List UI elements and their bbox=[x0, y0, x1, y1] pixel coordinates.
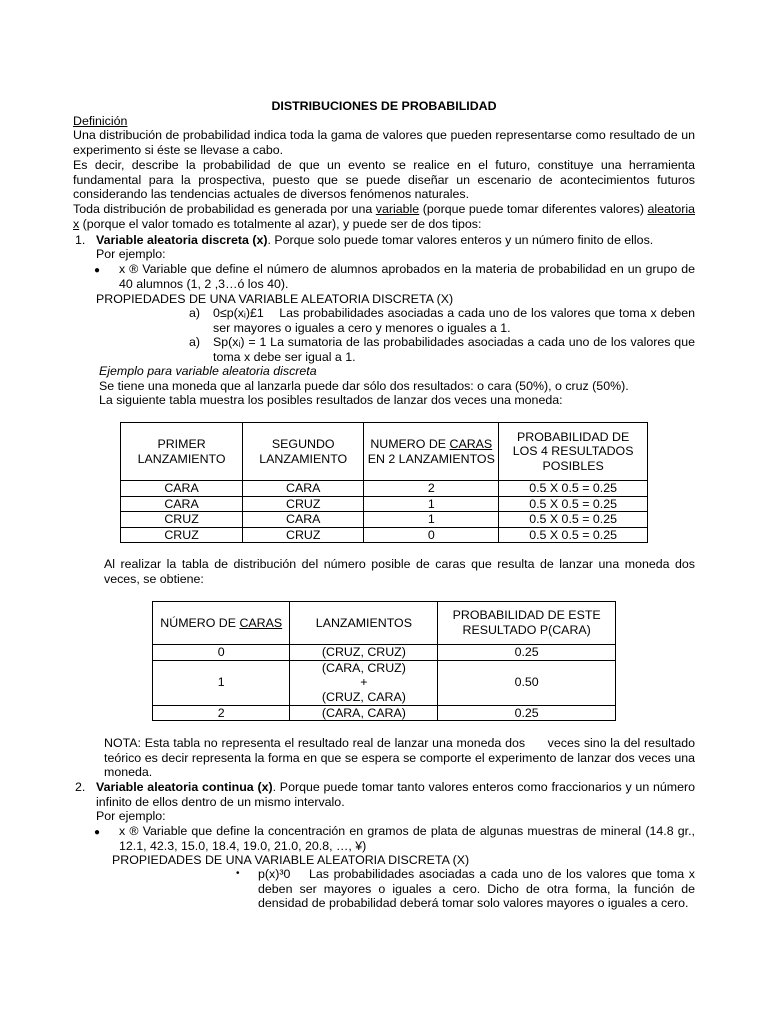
continuous-prop-text: p(x)³0 Las probabilidades asociadas a cada uno de los valores que toma x deben ser mayores o iguales a cero. Dicho de otra forma, la función de densidad de probabilidad deberá tomar solo valores mayores o iguales a cero. bbox=[258, 867, 695, 911]
distribution-table bbox=[152, 601, 616, 721]
table-header-cell: NUMERO DE CARAS EN 2 LANZAMIENTOS bbox=[364, 423, 499, 481]
note-text: NOTA: Esta tabla no representa el resultado real de lanzar una moneda dos veces sino la del resultado teórico es decir representa la forma en que se espera se comporte el experimento de lanzar dos veces una moneda. bbox=[104, 736, 699, 780]
table-row bbox=[121, 496, 648, 512]
table-row bbox=[121, 527, 648, 543]
table-header-row bbox=[153, 602, 616, 645]
table-cell: 1 bbox=[153, 660, 290, 705]
table-cell: (CARA, CARA) bbox=[290, 705, 438, 721]
item1-bullet-text: x ® Variable que define el número de alumnos aprobados en la materia de probabilidad en un grupo de 40 alumnos (1, 2 ,3…ó los 40). bbox=[119, 262, 695, 291]
item1-props-heading: PROPIEDADES DE UNA VARIABLE ALEATORIA DISCRETA (X) bbox=[96, 292, 454, 306]
table-header-cell: NÚMERO DE CARAS bbox=[153, 602, 290, 645]
prop-b-text: Sp(xᵢ) = 1 La sumatoria de las probabilidades asociadas a cada uno de los valores que toma x debe ser igual a 1. bbox=[213, 335, 695, 364]
table-cell: 2 bbox=[153, 705, 290, 721]
table-cell: CRUZ bbox=[121, 527, 243, 543]
intro-paragraph-3: Toda distribución de probabilidad es generada por una variable (porque puede tomar diferentes valores) aleatoria x (porque el valor tomado es totalmente al azar), y puede ser de dos tipos: bbox=[73, 202, 695, 231]
coin-text: Se tiene una moneda que al lanzarla puede dar sólo dos resultados: o cara (50%), o cruz (50%). bbox=[99, 379, 629, 393]
table-header-cell: PRIMER LANZAMIENTO bbox=[121, 423, 243, 481]
intro-paragraph-2: Es decir, describe la probabilidad de que un evento se realice en el futuro, constituye una herramienta fundamental para la prospectiva, puesto que se puede diseñar un escenario de acontecimientos futuros considerando las tendencias actuales de diversos fenómenos naturales. bbox=[73, 158, 695, 202]
small-bullet-icon: • bbox=[236, 868, 240, 879]
item1-number: 1. bbox=[75, 233, 86, 247]
table-cell: 2 bbox=[364, 481, 499, 497]
table-cell: 0.50 bbox=[438, 660, 616, 705]
table-cell: CRUZ bbox=[243, 496, 364, 512]
table-row bbox=[121, 481, 648, 497]
table-cell: (CRUZ, CRUZ) bbox=[290, 645, 438, 661]
table-cell: CARA bbox=[243, 512, 364, 528]
table-header-cell: PROBABILIDAD DE LOS 4 RESULTADOS POSIBLES bbox=[499, 423, 648, 481]
prop-b-label: a) bbox=[189, 335, 201, 349]
table-header-cell: SEGUNDO LANZAMIENTO bbox=[243, 423, 364, 481]
table-cell: 0 bbox=[364, 527, 499, 543]
table-row bbox=[153, 705, 616, 721]
item2-text: Variable aleatoria continua (x). Porque puede tomar tanto valores enteros como fraccionarios y un número infinito de ellos dentro de un mismo intervalo. bbox=[96, 780, 695, 809]
table-row bbox=[153, 645, 616, 661]
table-cell: 1 bbox=[364, 496, 499, 512]
table-cell: CRUZ bbox=[121, 512, 243, 528]
table-cell: 0.5 X 0.5 = 0.25 bbox=[499, 496, 648, 512]
table-intro: La siguiente tabla muestra los posibles resultados de lanzar dos veces una moneda: bbox=[99, 393, 563, 407]
table-cell: 0.5 X 0.5 = 0.25 bbox=[499, 481, 648, 497]
definition-heading: Definición bbox=[73, 114, 128, 128]
table-row bbox=[121, 512, 648, 528]
item2-bullet-text: x ® Variable que define la concentración en gramos de plata de algunas muestras de mineral (14.8 gr., 12.1, 42.3, 15.0, 18.4, 19.0, 21.0, 20.8, …, ¥) bbox=[119, 824, 695, 853]
table-cell: 0.5 X 0.5 = 0.25 bbox=[499, 512, 648, 528]
distribution-intro: Al realizar la tabla de distribución del número posible de caras que resulta de lanzar una moneda dos veces, se obtiene: bbox=[104, 557, 695, 586]
table-header-cell: LANZAMIENTOS bbox=[290, 602, 438, 645]
table-cell: 0 bbox=[153, 645, 290, 661]
example-title: Ejemplo para variable aleatoria discreta bbox=[99, 364, 317, 378]
bullet-dot: ● bbox=[94, 265, 101, 276]
table-cell: (CARA, CRUZ) + (CRUZ, CARA) bbox=[290, 660, 438, 705]
prop-a-label: a) bbox=[189, 306, 201, 320]
table-cell: CARA bbox=[121, 496, 243, 512]
outcomes-table bbox=[120, 422, 648, 543]
table-cell: 0.25 bbox=[438, 645, 616, 661]
table-cell: 0.25 bbox=[438, 705, 616, 721]
item1-text: Variable aleatoria discreta (x). Porque solo puede tomar valores enteros y un número finito de ellos. bbox=[96, 233, 654, 247]
item2-props-heading: PROPIEDADES DE UNA VARIABLE ALEATORIA DISCRETA (X) bbox=[112, 853, 470, 867]
table-cell: CARA bbox=[121, 481, 243, 497]
table-cell: CARA bbox=[243, 481, 364, 497]
prop-a-text: 0≤p(xᵢ)£1 Las probabilidades asociadas a cada uno de los valores que toma x deben ser mayores o iguales a cero y menores o iguales a 1. bbox=[213, 306, 695, 335]
table-header-row bbox=[121, 423, 648, 481]
item2-example-label: Por ejemplo: bbox=[96, 809, 166, 823]
bullet-dot: ● bbox=[94, 827, 101, 838]
table-cell: 0.5 X 0.5 = 0.25 bbox=[499, 527, 648, 543]
table-row bbox=[153, 660, 616, 705]
table-cell: 1 bbox=[364, 512, 499, 528]
item2-number: 2. bbox=[75, 780, 86, 794]
intro-paragraph-1: Una distribución de probabilidad indica toda la gama de valores que pueden representarse como resultado de un experimento si éste se llevase a cabo. bbox=[73, 128, 695, 157]
table-header-cell: PROBABILIDAD DE ESTE RESULTADO P(CARA) bbox=[438, 602, 616, 645]
page-title: DISTRIBUCIONES DE PROBABILIDAD bbox=[271, 99, 497, 113]
table-cell: CRUZ bbox=[243, 527, 364, 543]
item1-example-label: Por ejemplo: bbox=[96, 247, 166, 261]
